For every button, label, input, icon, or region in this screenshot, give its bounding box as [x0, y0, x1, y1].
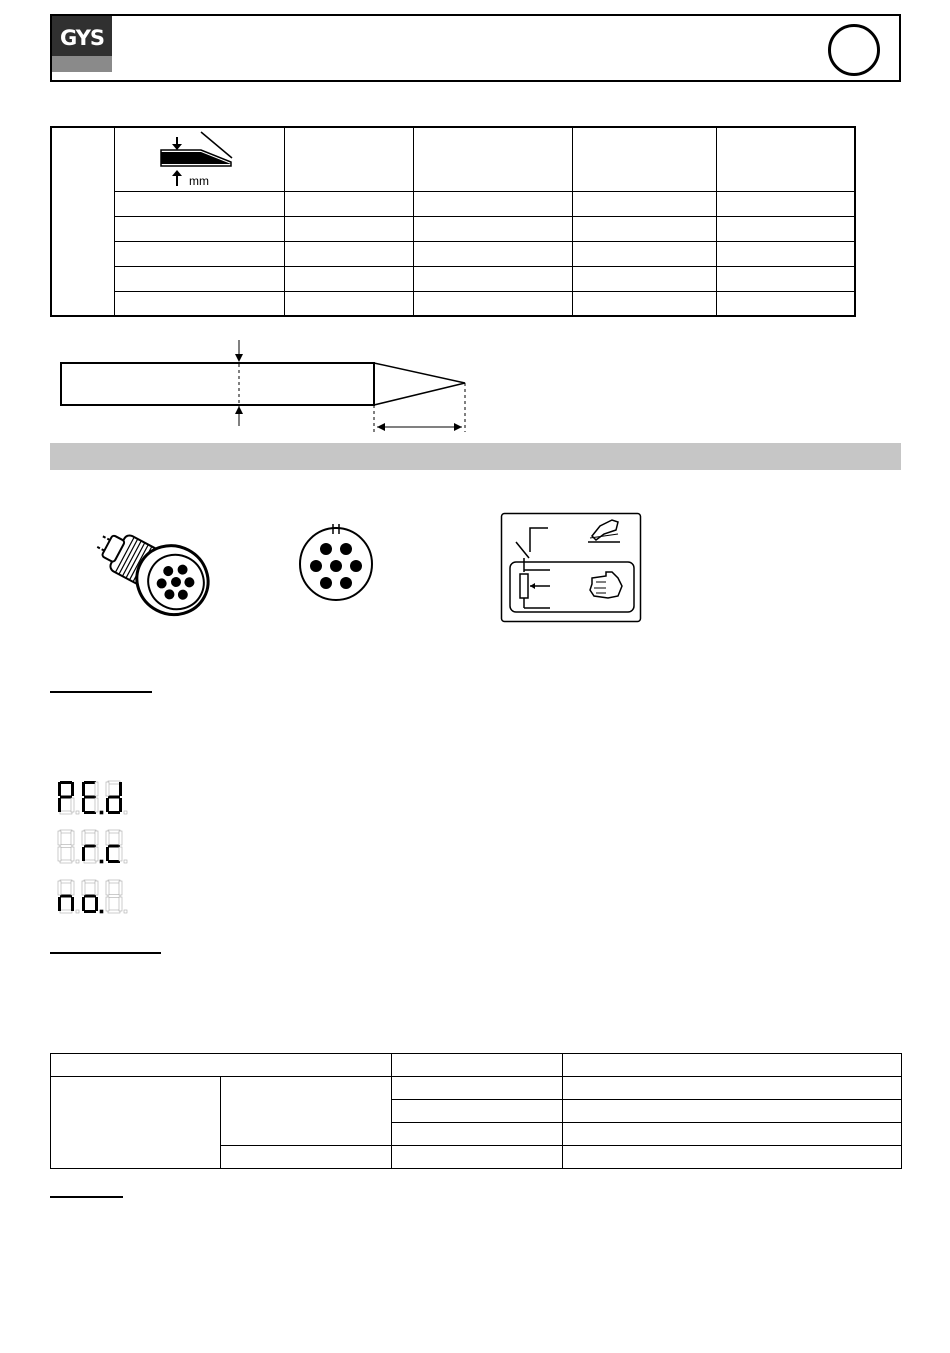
segment: [84, 895, 96, 898]
seven-pin-plug-icon: [88, 520, 248, 640]
segment: [58, 847, 61, 861]
segment: [108, 880, 120, 883]
settings-table: [50, 1053, 902, 1169]
segment: [58, 897, 61, 911]
unit-label: mm: [189, 174, 209, 188]
segment: [95, 798, 98, 812]
subheading-underline: [50, 952, 161, 954]
segment: [108, 830, 120, 833]
brand-logo-stripe: [52, 56, 112, 72]
table-row: [51, 291, 855, 316]
decimal-point: [100, 811, 103, 814]
table-row: [51, 216, 855, 241]
segment: [71, 782, 74, 796]
segment: [60, 880, 72, 883]
decimal-point: [124, 910, 127, 913]
segment: [82, 831, 85, 845]
table-header-cell: [285, 127, 414, 191]
segment: [95, 881, 98, 895]
segment: [95, 831, 98, 845]
decimal-point: [124, 860, 127, 863]
segment: [106, 897, 109, 911]
segment: [119, 847, 122, 861]
segment: [84, 910, 96, 913]
segment: [71, 798, 74, 812]
segment: [106, 881, 109, 895]
segment: [60, 860, 72, 863]
segment: [84, 845, 96, 848]
segment: [84, 860, 96, 863]
decimal-point: [76, 910, 79, 913]
segment: [71, 897, 74, 911]
segment: [58, 881, 61, 895]
table-row: [51, 191, 855, 216]
segment: [60, 895, 72, 898]
table-header-cell: [573, 127, 717, 191]
subheading-underline: [50, 1196, 123, 1198]
segment: [108, 845, 120, 848]
segment: [60, 811, 72, 814]
section-heading-bar: [50, 443, 901, 470]
segment: [108, 781, 120, 784]
segment: [119, 831, 122, 845]
segment: [58, 798, 61, 812]
segment: [108, 910, 120, 913]
segment: [106, 782, 109, 796]
tungsten-electrode-icon: [55, 336, 475, 436]
segment: [82, 897, 85, 911]
segment: [58, 782, 61, 796]
segment: [60, 910, 72, 913]
segment: [71, 847, 74, 861]
seven-segment-display-rc: [56, 829, 136, 867]
segment: [84, 796, 96, 799]
pedal-and-hand-remote-wiring-icon: [500, 512, 642, 624]
seven-segment-display-ped: [56, 780, 136, 818]
segment: [108, 860, 120, 863]
brand-logo-text: GYS: [59, 26, 105, 50]
thickness-header-cell: [115, 127, 285, 191]
segment: [82, 881, 85, 895]
segment: [60, 845, 72, 848]
segment: [119, 798, 122, 812]
table-row: [51, 241, 855, 266]
segment: [84, 811, 96, 814]
segment: [60, 796, 72, 799]
segment: [84, 830, 96, 833]
segment: [119, 897, 122, 911]
table-header-cell: [717, 127, 856, 191]
table-row: [51, 1054, 902, 1077]
language-badge-icon: [828, 24, 880, 76]
seven-pin-socket-icon: [296, 522, 376, 604]
segment: [82, 847, 85, 861]
page-header: [50, 14, 901, 82]
decimal-point: [76, 860, 79, 863]
segment: [71, 881, 74, 895]
segment: [106, 831, 109, 845]
thickness-table: [50, 126, 856, 317]
table-row: [51, 266, 855, 291]
table-row: [51, 1077, 902, 1100]
segment: [106, 798, 109, 812]
segment: [95, 897, 98, 911]
segment: [119, 782, 122, 796]
segment: [108, 895, 120, 898]
segment: [95, 782, 98, 796]
segment: [95, 847, 98, 861]
table-header-cell: [414, 127, 573, 191]
decimal-point: [100, 910, 103, 913]
segment: [106, 847, 109, 861]
table-side-cell: [51, 127, 115, 316]
segment: [82, 782, 85, 796]
segment: [60, 781, 72, 784]
segment: [84, 880, 96, 883]
segment: [71, 831, 74, 845]
segment: [60, 830, 72, 833]
decimal-point: [124, 811, 127, 814]
decimal-point: [100, 860, 103, 863]
segment: [84, 781, 96, 784]
segment: [82, 798, 85, 812]
segment: [108, 811, 120, 814]
decimal-point: [76, 811, 79, 814]
segment: [108, 796, 120, 799]
subheading-underline: [50, 691, 152, 693]
segment: [119, 881, 122, 895]
segment: [58, 831, 61, 845]
seven-segment-display-no: [56, 879, 136, 917]
plate-thickness-icon: [155, 128, 255, 190]
